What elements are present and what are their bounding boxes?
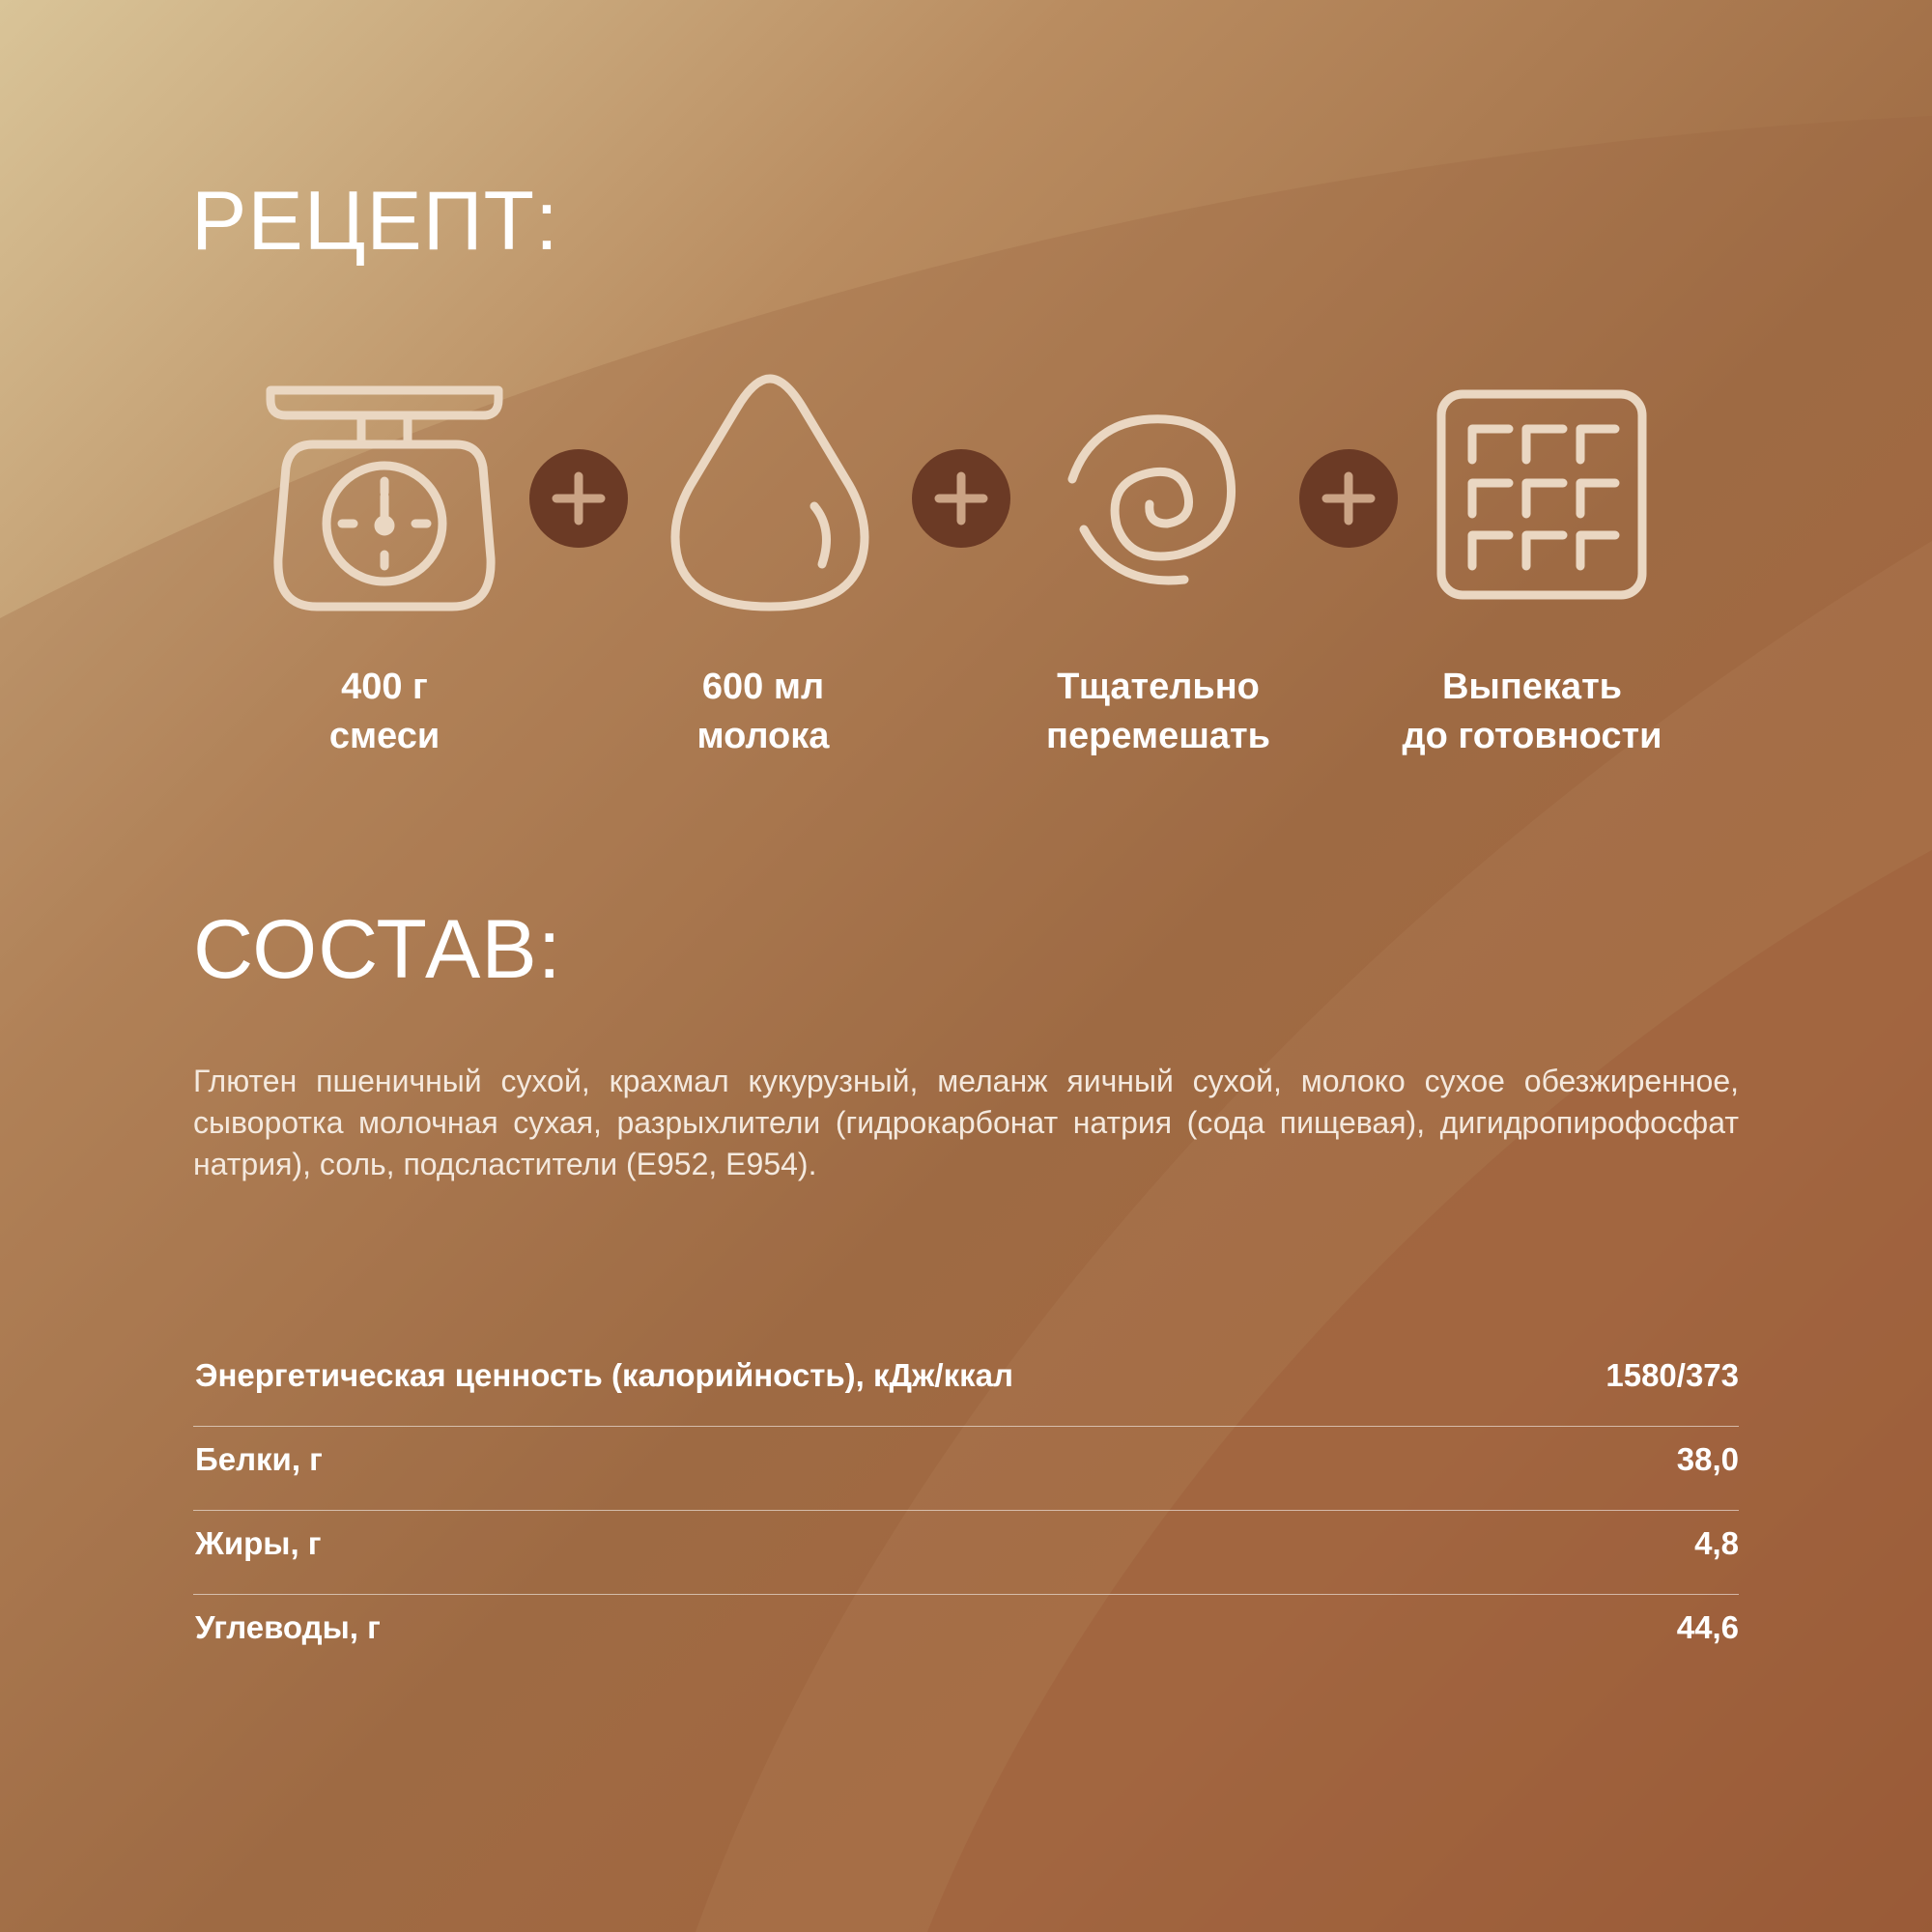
step-label-line: смеси [328,716,440,756]
step-label-line: молока [696,716,830,756]
waffle-icon [1416,365,1667,616]
step-label-line: 400 г [341,667,428,707]
nutrition-value: 1580/373 [1605,1357,1739,1393]
milk-drop-icon [644,365,895,616]
plus-icon [529,449,628,548]
step-label-line: до готовности [1402,716,1662,756]
mixing-swirl-icon [1034,365,1285,616]
step-label-line: Тщательно [1057,667,1260,707]
plus-icon [1299,449,1398,548]
table-row [193,1511,1739,1595]
table-row [193,1595,1739,1678]
kitchen-scale-icon [259,365,510,616]
nutrition-label: Белки, г [195,1441,323,1477]
recipe-title: РЕЦЕПТ: [191,175,559,268]
step-label-milk-amount [589,663,937,761]
nutrition-label: Жиры, г [195,1525,322,1561]
composition-title: СОСТАВ: [193,903,562,996]
nutrition-value: 4,8 [1694,1525,1739,1561]
step-label-line: перемешать [1046,716,1270,756]
step-label-line: Выпекать [1441,667,1623,707]
table-row [193,1427,1739,1511]
step-label-mix-amount [211,663,558,761]
nutrition-label: Углеводы, г [195,1609,381,1645]
plus-icon [912,449,1010,548]
step-label-bake [1358,663,1706,761]
table-row [193,1343,1739,1427]
nutrition-table [193,1343,1739,1678]
nutrition-value: 44,6 [1676,1609,1739,1645]
nutrition-label: Энергетическая ценность (калорийность), кДж/ккал [195,1357,1013,1393]
step-label-mix [984,663,1332,761]
nutrition-value: 38,0 [1676,1441,1739,1477]
ingredients-text: Глютен пшеничный сухой, крахмал кукурузный, меланж яичный сухой, молоко сухое обезжиренное, сыворотка молочная сухая, разрыхлители (гидрокарбонат натрия (сода пищевая), дигидропирофосфат натрия), соль, подсластители (Е952, Е954). [193,1064,1739,1181]
step-label-line: 600 мл [701,667,825,707]
